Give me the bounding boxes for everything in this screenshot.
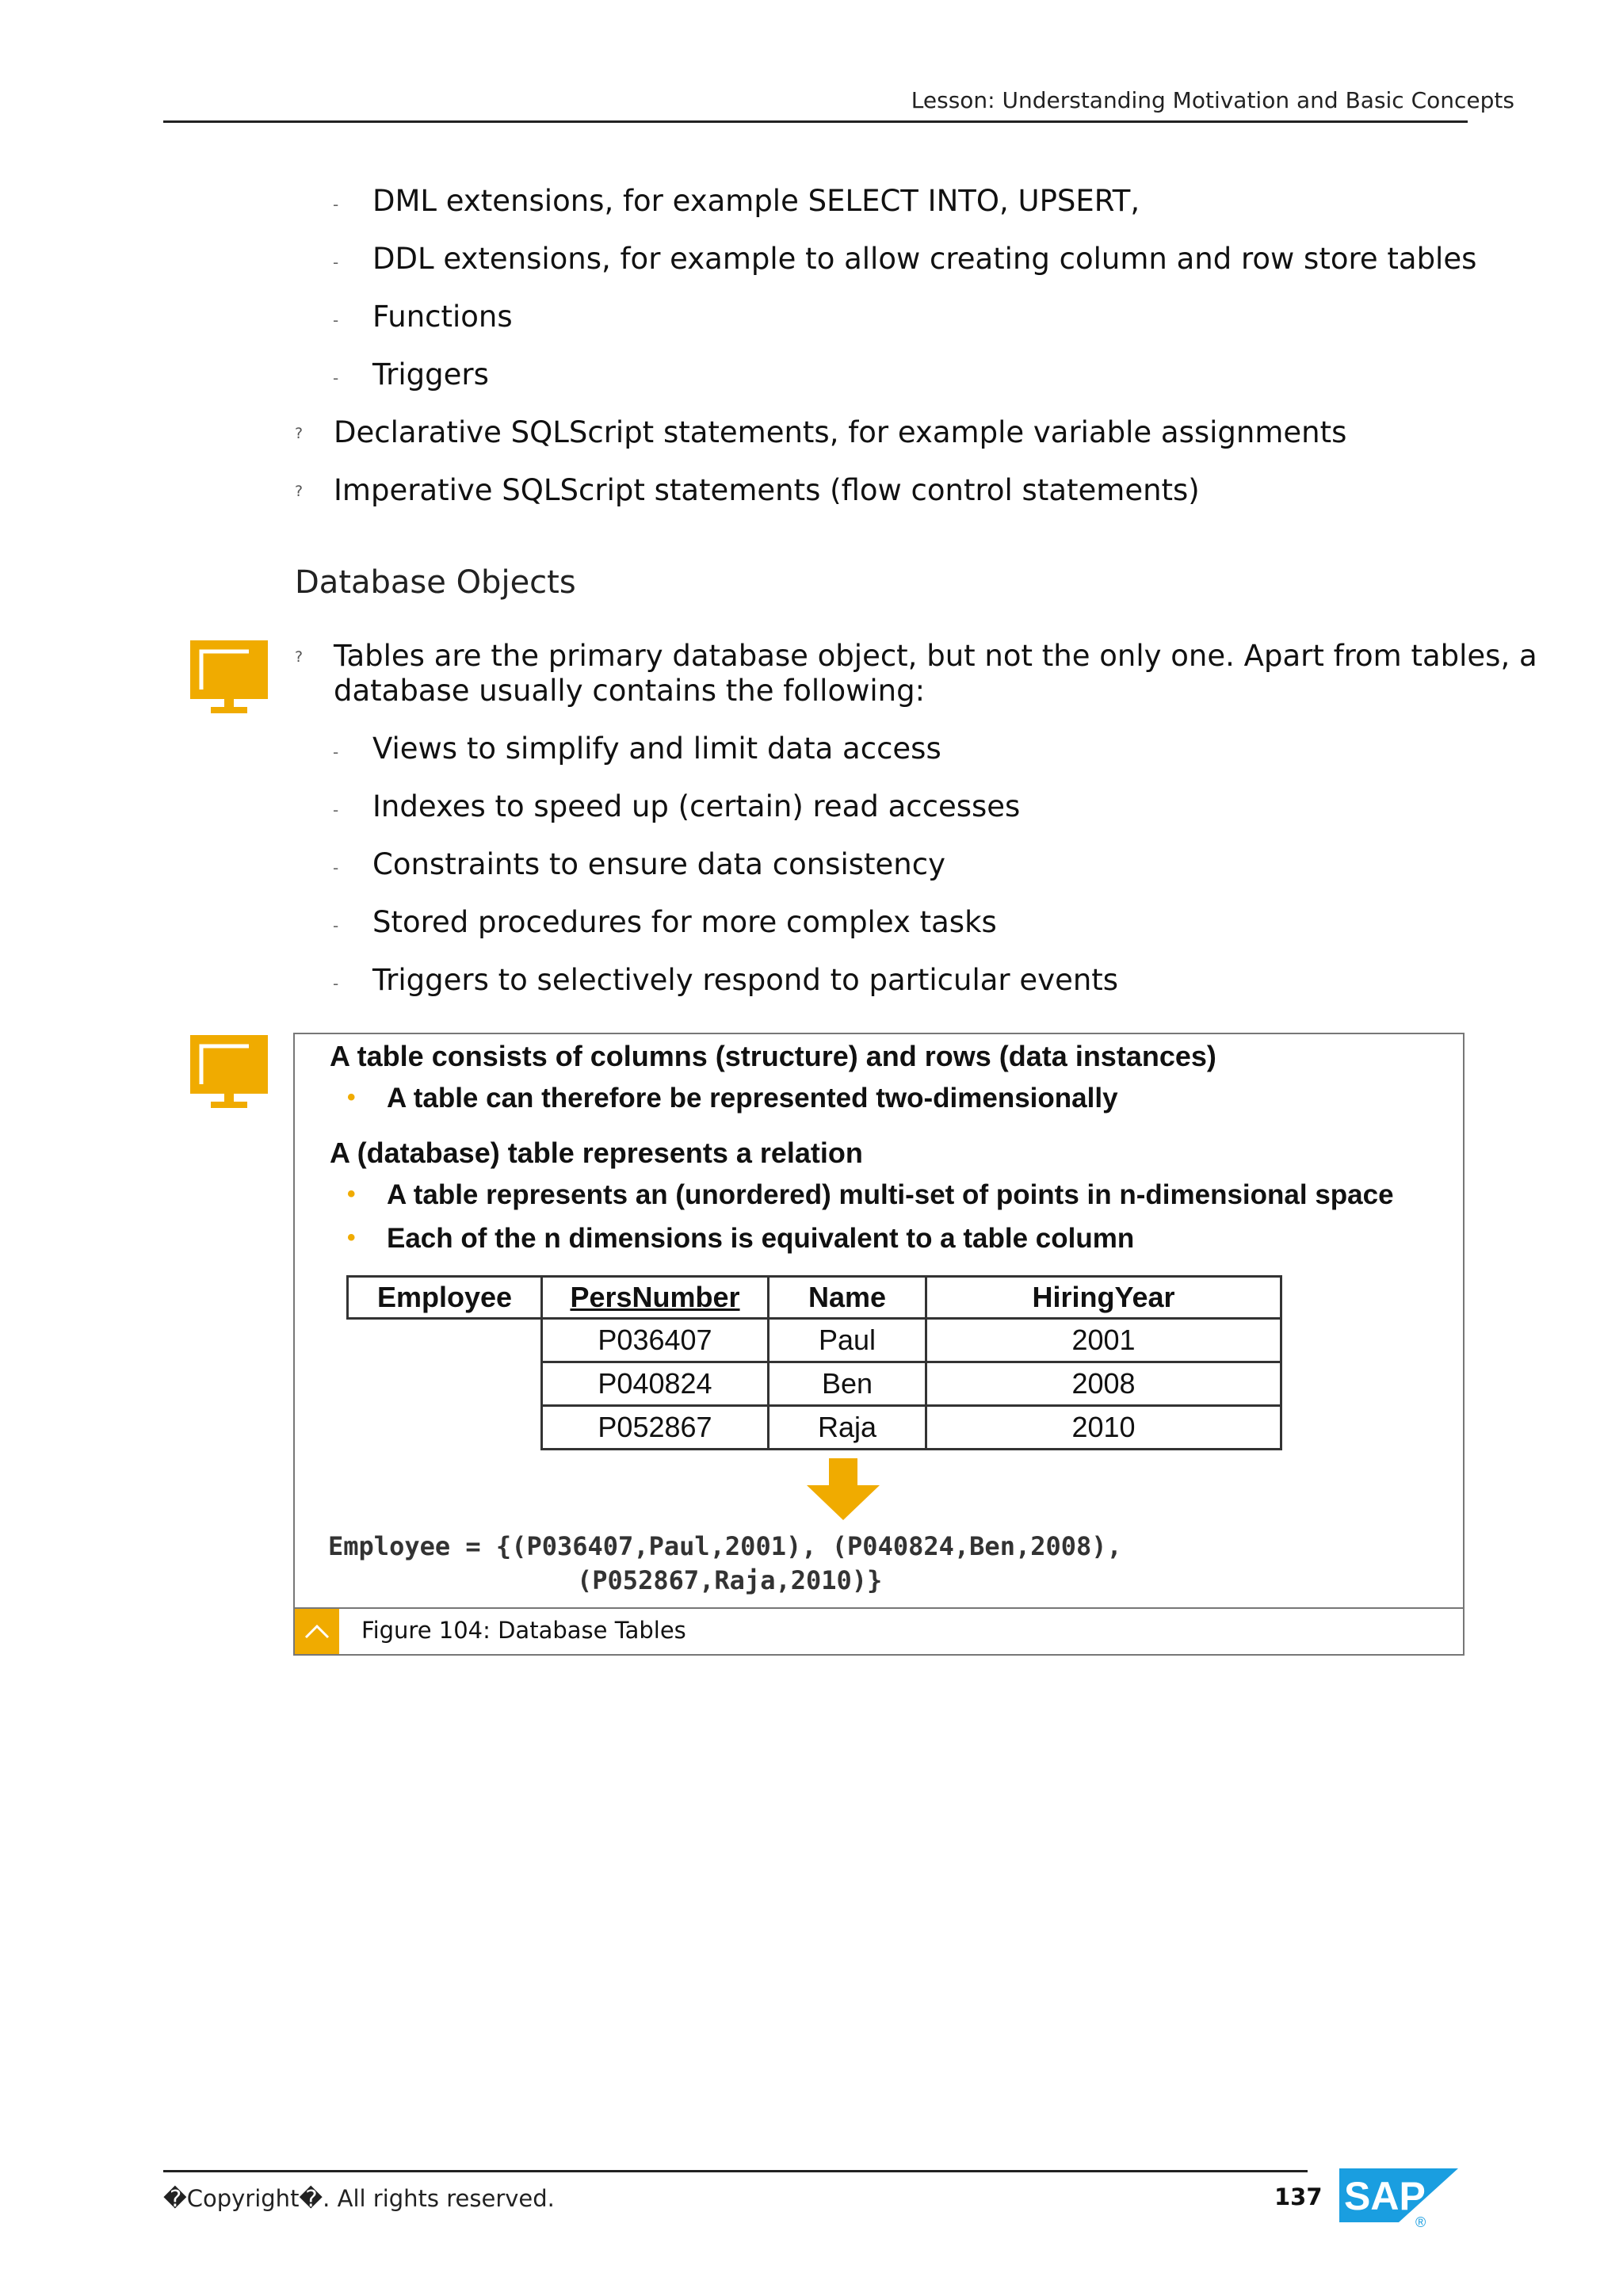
list-item: Triggers bbox=[372, 357, 489, 392]
list-item: Triggers to selectively respond to particular events bbox=[372, 963, 1119, 997]
dash-marker: - bbox=[333, 253, 339, 272]
page-number: 137 bbox=[1274, 2183, 1323, 2210]
lesson-title: Lesson: Understanding Motivation and Basic Concepts bbox=[911, 87, 1514, 113]
dash-marker: - bbox=[333, 800, 339, 819]
table-cell: Ben bbox=[767, 1361, 927, 1407]
column-header: Name bbox=[767, 1275, 927, 1320]
list-item: Declarative SQLScript statements, for example variable assignments bbox=[334, 415, 1347, 449]
slide-bullet: A table represents an (unordered) multi-set of points in n-dimensional space bbox=[387, 1179, 1394, 1210]
dash-marker: - bbox=[333, 916, 339, 935]
dash-marker: - bbox=[333, 974, 339, 993]
dash-marker: - bbox=[333, 195, 339, 214]
section-heading: Database Objects bbox=[295, 564, 576, 601]
bullet-marker: ? bbox=[295, 483, 304, 500]
column-header: PersNumber bbox=[540, 1275, 769, 1320]
dash-marker: - bbox=[333, 311, 339, 330]
sap-logo bbox=[1339, 2168, 1458, 2230]
table-cell: Paul bbox=[767, 1317, 927, 1363]
list-item: Imperative SQLScript statements (flow control statements) bbox=[334, 473, 1200, 507]
table-cell: P040824 bbox=[540, 1361, 769, 1407]
collapse-toggle[interactable] bbox=[295, 1609, 339, 1654]
bullet-marker: ? bbox=[295, 425, 304, 442]
table-cell: P052867 bbox=[540, 1404, 769, 1450]
intro-text-line1: Tables are the primary database object, but not the only one. Apart from tables, a bbox=[334, 639, 1537, 673]
dash-marker: - bbox=[333, 858, 339, 877]
header-divider bbox=[163, 120, 1468, 123]
table-name-cell: Employee bbox=[346, 1275, 543, 1320]
presentation-icon bbox=[190, 640, 268, 713]
sap-logo-text: SAP bbox=[1344, 2174, 1426, 2218]
figure-caption: Figure 104: Database Tables bbox=[361, 1617, 686, 1644]
bullet-marker: ? bbox=[295, 648, 304, 666]
list-item: Functions bbox=[372, 300, 513, 334]
footer-divider bbox=[163, 2170, 1308, 2172]
slide-bullet-dot: • bbox=[347, 1084, 356, 1110]
svg-text:®: ® bbox=[1415, 2214, 1426, 2230]
dash-marker: - bbox=[333, 369, 339, 388]
relation-notation-line1: Employee = {(P036407,Paul,2001), (P040824,Ben,2008), bbox=[328, 1531, 1122, 1561]
dash-marker: - bbox=[333, 743, 339, 762]
list-item: Stored procedures for more complex tasks bbox=[372, 905, 997, 939]
column-header: HiringYear bbox=[925, 1275, 1282, 1320]
chevron-up-icon bbox=[304, 1622, 330, 1641]
relation-notation-line2: (P052867,Raja,2010)} bbox=[577, 1565, 883, 1595]
slide-heading: A table consists of columns (structure) and rows (data instances) bbox=[330, 1040, 1216, 1072]
list-item: DDL extensions, for example to allow creating column and row store tables bbox=[372, 242, 1477, 276]
slide-bullet-dot: • bbox=[347, 1224, 356, 1251]
table-cell: 2010 bbox=[925, 1404, 1282, 1450]
figure-frame bbox=[293, 1033, 1465, 1656]
list-item: Indexes to speed up (certain) read accesses bbox=[372, 789, 1021, 823]
copyright-text: �Copyright�. All rights reserved. bbox=[163, 2185, 555, 2212]
arrow-down-icon bbox=[807, 1458, 880, 1520]
table-cell: 2001 bbox=[925, 1317, 1282, 1363]
list-item: DML extensions, for example SELECT INTO, UPSERT, bbox=[372, 184, 1140, 218]
list-item: Views to simplify and limit data access bbox=[372, 732, 941, 766]
table-cell: Raja bbox=[767, 1404, 927, 1450]
presentation-icon bbox=[190, 1035, 268, 1108]
intro-text-line2: database usually contains the following: bbox=[334, 674, 926, 708]
list-item: Constraints to ensure data consistency bbox=[372, 847, 945, 881]
table-cell: 2008 bbox=[925, 1361, 1282, 1407]
caption-divider bbox=[293, 1607, 1465, 1609]
table-cell: P036407 bbox=[540, 1317, 769, 1363]
slide-bullet: A table can therefore be represented two-dimensionally bbox=[387, 1083, 1118, 1114]
slide-bullet: Each of the n dimensions is equivalent to a table column bbox=[387, 1223, 1135, 1254]
slide-heading: A (database) table represents a relation bbox=[330, 1137, 863, 1169]
slide-bullet-dot: • bbox=[347, 1181, 356, 1207]
